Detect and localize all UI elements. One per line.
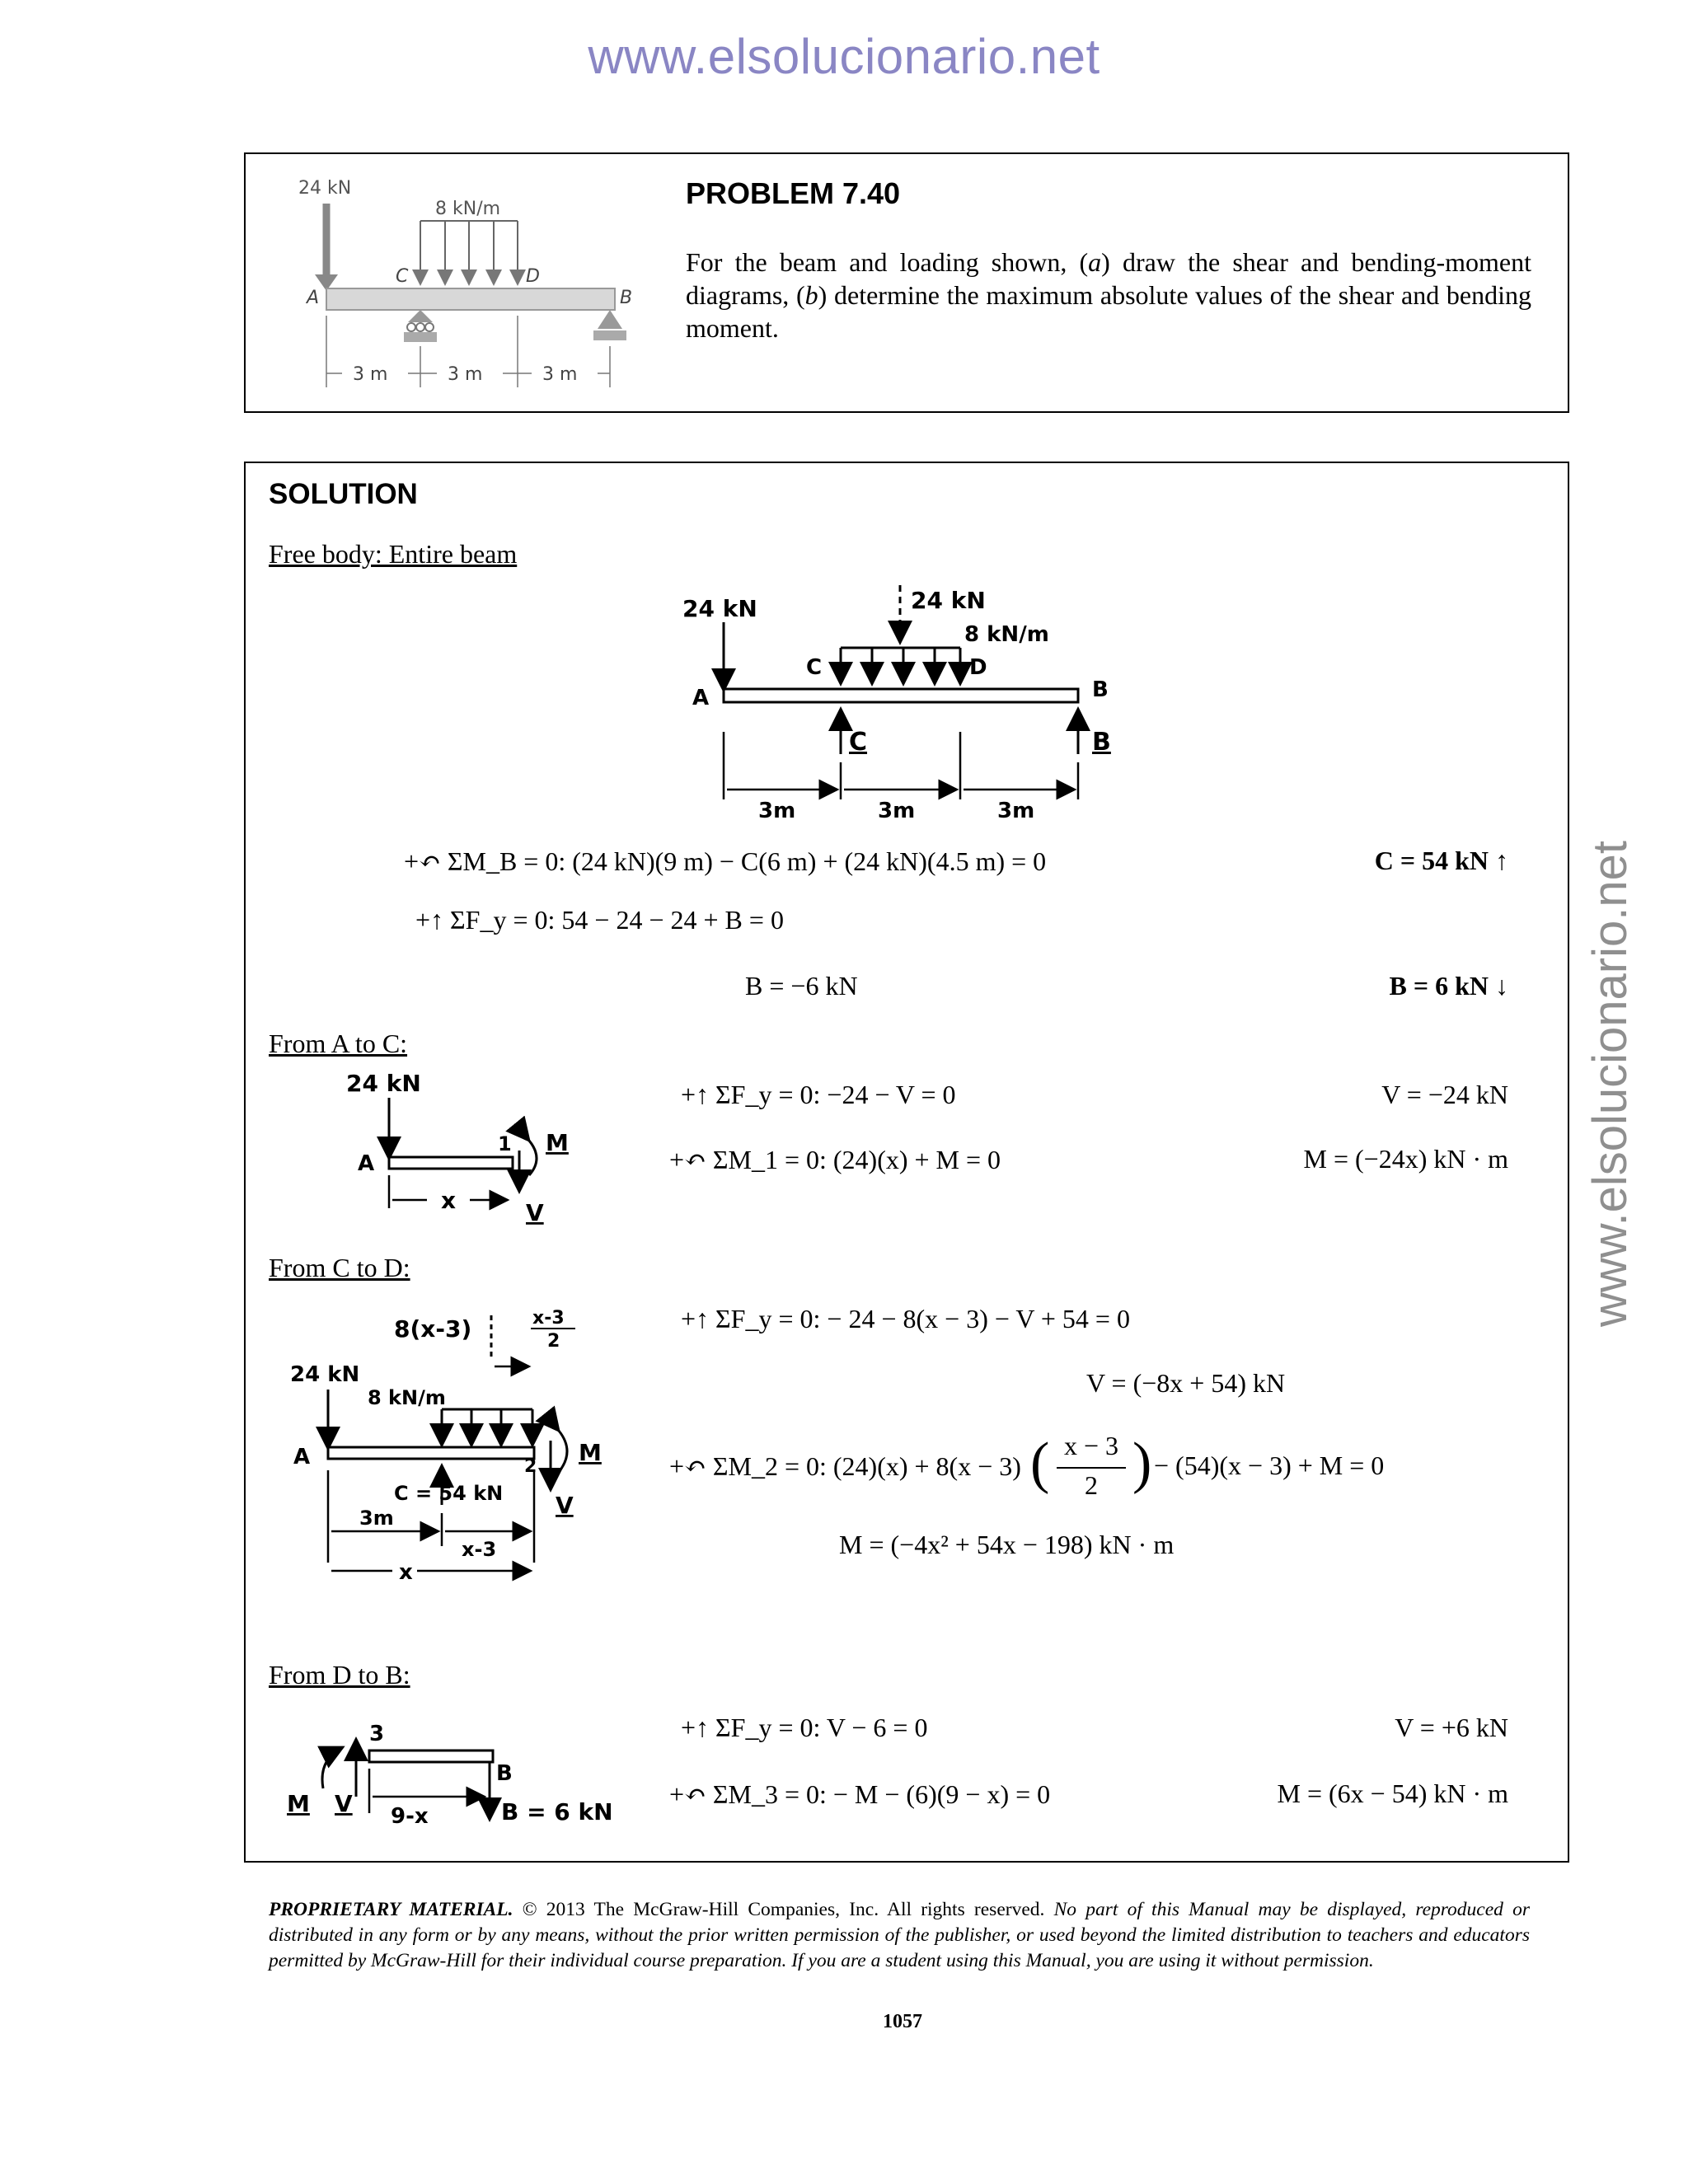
fraction-den: 2 <box>1085 1470 1098 1500</box>
svg-text:A: A <box>293 1445 311 1469</box>
eq-moment-b: +↶ ΣM_B = 0: (24 kN)(9 m) − C(6 m) + (24 kN)(4.5 m) = 0 <box>404 846 1047 876</box>
svg-text:M: M <box>546 1129 569 1156</box>
svg-text:9-x: 9-x <box>391 1804 429 1829</box>
svg-text:x-3: x-3 <box>462 1538 497 1561</box>
solution-heading: SOLUTION <box>269 478 418 510</box>
svg-text:V: V <box>526 1199 544 1226</box>
fbd-c-to-d <box>285 1307 631 1587</box>
svg-text:3m: 3m <box>758 799 796 823</box>
svg-text:24 kN: 24 kN <box>346 1070 421 1097</box>
paren-left: ( <box>1030 1432 1050 1495</box>
b-value: B = −6 kN <box>745 971 858 1001</box>
svg-text:D: D <box>969 655 987 680</box>
svg-text:V: V <box>556 1492 574 1519</box>
svg-text:C: C <box>806 655 823 680</box>
result-db-m: M = (6x − 54) kN · m <box>1277 1779 1508 1808</box>
svg-text:8 kN/m: 8 kN/m <box>964 622 1049 647</box>
moment-sign-icon: +↶ <box>669 1451 706 1481</box>
fraction-num: x − 3 <box>1063 1431 1119 1460</box>
moment-sign-icon: +↶ <box>669 1779 706 1809</box>
eq-force-y: +↑ ΣF_y = 0: 54 − 24 − 24 + B = 0 <box>415 905 784 935</box>
eq-db-moment: +↶ ΣM_3 = 0: − M − (6)(9 − x) = 0 <box>669 1779 1051 1809</box>
eq-cd-shear: V = (−8x + 54) kN <box>1086 1368 1286 1398</box>
fig-dist-label: 8 kN/m <box>435 199 501 219</box>
section-a-to-c: From A to C: <box>269 1029 408 1058</box>
fbd-a-to-c <box>346 1068 593 1233</box>
force-sign-icon: +↑ <box>681 1304 710 1333</box>
svg-text:M: M <box>579 1439 602 1466</box>
result-b: B = 6 kN ↓ <box>1389 971 1508 1001</box>
svg-text:1: 1 <box>498 1132 512 1155</box>
svg-text:A: A <box>692 686 710 710</box>
svg-text:B: B <box>1092 677 1109 702</box>
svg-text:x: x <box>441 1187 457 1214</box>
arrow-down-icon: ↓ <box>1489 971 1508 1001</box>
svg-text:C: C <box>849 728 868 757</box>
svg-text:24 kN: 24 kN <box>911 587 986 614</box>
arrow-up-icon: ↑ <box>1489 846 1508 875</box>
svg-text:24 kN: 24 kN <box>682 595 757 622</box>
svg-text:2: 2 <box>524 1456 537 1477</box>
svg-text:x-3: x-3 <box>532 1308 565 1329</box>
problem-figure <box>280 169 643 400</box>
svg-text:3m: 3m <box>997 799 1035 823</box>
svg-text:C = 54 kN: C = 54 kN <box>394 1482 504 1505</box>
result-ac-v: V = −24 kN <box>1381 1080 1508 1109</box>
svg-text:x: x <box>399 1560 413 1585</box>
svg-text:2: 2 <box>547 1331 560 1352</box>
force-sign-icon: +↑ <box>681 1713 710 1742</box>
eq-ac-moment: +↶ ΣM_1 = 0: (24)(x) + M = 0 <box>669 1145 1001 1174</box>
svg-text:B: B <box>1092 728 1111 757</box>
fig-point-b: B <box>620 288 633 308</box>
section-free-body: Free body: Entire beam <box>269 539 518 569</box>
watermark-top: www.elsolucionario.net <box>588 29 1100 84</box>
fig-beam <box>326 288 615 310</box>
eq-ac-force: +↑ ΣF_y = 0: −24 − V = 0 <box>681 1080 956 1109</box>
paren-right: ) <box>1132 1432 1152 1495</box>
section-d-to-b: From D to B: <box>269 1660 410 1690</box>
svg-text:8(x-3): 8(x-3) <box>394 1315 472 1343</box>
section-c-to-d: From C to D: <box>269 1253 410 1282</box>
svg-text:B = 6 kN: B = 6 kN <box>501 1798 613 1825</box>
svg-text:3m: 3m <box>359 1507 394 1530</box>
page-number: 1057 <box>883 2011 922 2032</box>
svg-text:3: 3 <box>369 1722 385 1746</box>
force-sign-icon: +↑ <box>415 905 444 935</box>
svg-text:M: M <box>287 1790 310 1817</box>
fig-span-2: 3 m <box>448 364 483 385</box>
svg-text:B: B <box>496 1761 513 1786</box>
fig-point-c: C <box>396 266 409 287</box>
fig-load-label: 24 kN <box>298 178 352 199</box>
fig-point-d: D <box>526 266 540 287</box>
svg-text:A: A <box>358 1151 375 1176</box>
fbd-d-to-b <box>277 1714 640 1846</box>
svg-text:8 kN/m: 8 kN/m <box>368 1386 446 1409</box>
force-sign-icon: +↑ <box>681 1080 710 1109</box>
result-db-v: V = +6 kN <box>1395 1713 1508 1742</box>
eq-cd-force: +↑ ΣF_y = 0: − 24 − 8(x − 3) − V + 54 = 0 <box>681 1304 1130 1333</box>
result-ac-m: M = (−24x) kN · m <box>1303 1144 1508 1174</box>
svg-text:V: V <box>335 1790 353 1817</box>
problem-statement: For the beam and loading shown, (a) draw the shear and bending-moment diagrams, (b) determine the maximum absolute values of the shear and bending moment. <box>686 247 1532 343</box>
problem-title: PROBLEM 7.40 <box>686 176 901 210</box>
svg-text:3m: 3m <box>878 799 916 823</box>
watermark-side: www.elsolucionario.net <box>1583 841 1637 1327</box>
fig-span-1: 3 m <box>353 364 388 385</box>
fig-point-a: A <box>307 288 320 308</box>
footer-notice: PROPRIETARY MATERIAL. © 2013 The McGraw-Hill Companies, Inc. All rights reserved. No part of this Manual may be displayed, reproduced or distributed in any form or by any means, without the prior written permission of the publisher, or used beyond the limited distribution to teachers and educators permitted by McGraw-Hill for their individual course preparation. If you are a student using this Manual, you are using it without permission. <box>269 1899 1531 1971</box>
fig-span-3: 3 m <box>542 364 578 385</box>
moment-sign-icon: +↶ <box>404 846 441 876</box>
result-c: C = 54 kN ↑ <box>1374 846 1508 875</box>
fbd-entire-beam <box>676 577 1137 824</box>
eq-cd-moment-result: M = (−4x² + 54x − 198) kN · m <box>839 1530 1175 1559</box>
moment-sign-icon: +↶ <box>669 1145 706 1174</box>
svg-text:24 kN: 24 kN <box>290 1362 360 1387</box>
fraction-bar <box>1057 1467 1126 1469</box>
eq-db-force: +↑ ΣF_y = 0: V − 6 = 0 <box>681 1713 928 1742</box>
